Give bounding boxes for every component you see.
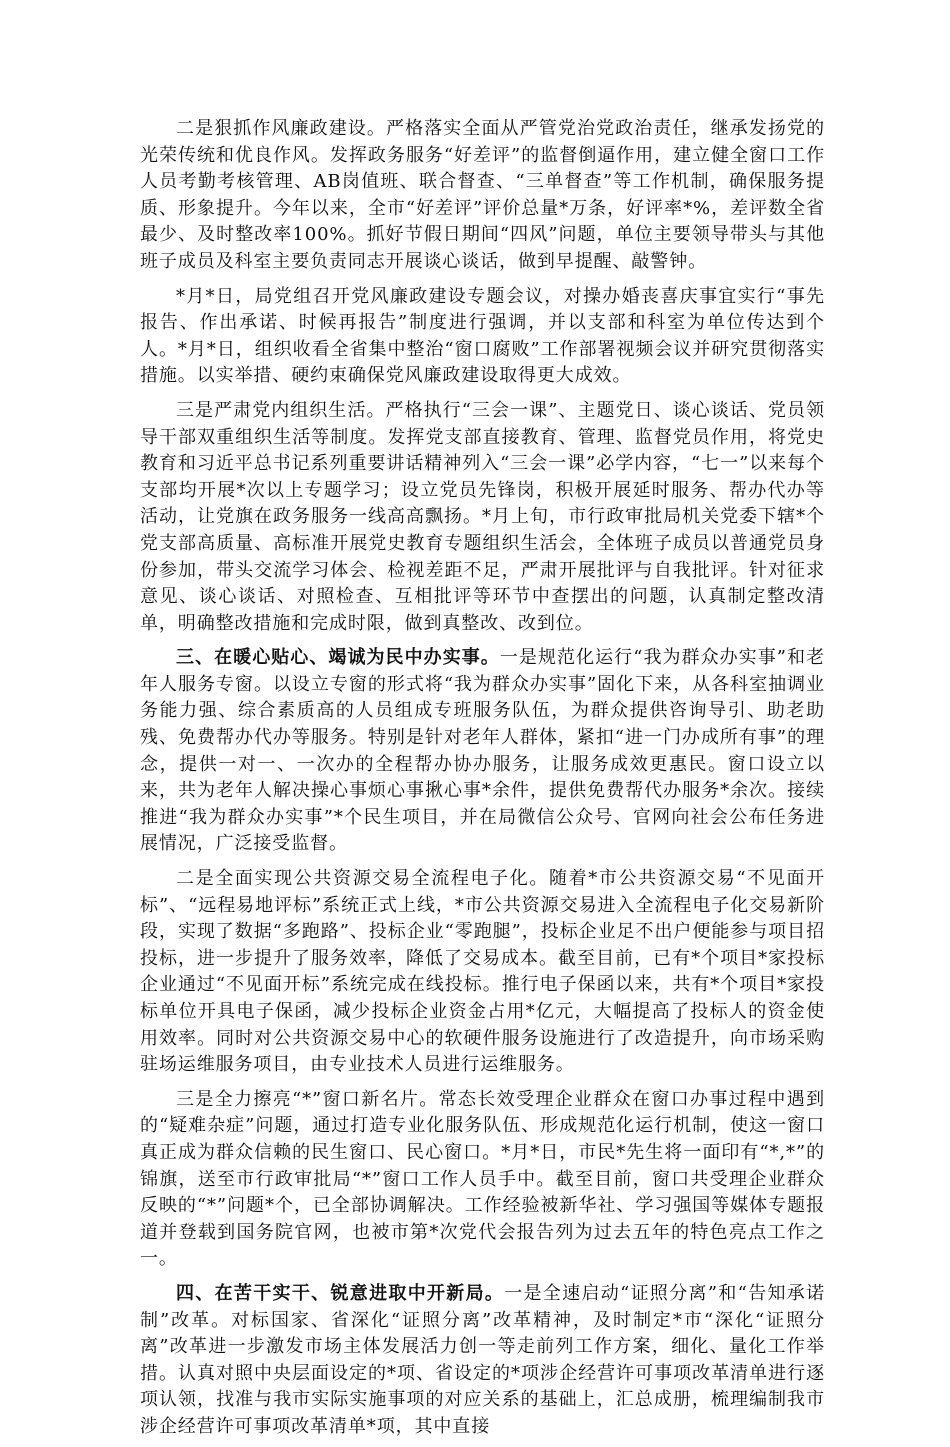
document-page [140, 116, 825, 1447]
paragraph-text: *月*日，局党组召开党风廉政建设专题会议，对操办婚丧喜庆事宜实行“事先报告、作出承诺、时候再报告”制度进行强调，并以支部和科室为单位传达到个人。*月*日，组织收看全省集中整治“窗口腐败”工作部署视频会议并研究贯彻落实措施。以实举措、硬约束确保党风廉政建设取得更大成效。 [140, 285, 825, 387]
section-heading: 三、在暖心贴心、竭诚为民中办实事。 [176, 647, 500, 669]
paragraph-party-life [140, 398, 825, 637]
section-three-paragraph [140, 645, 825, 858]
paragraph-public-resources [140, 866, 825, 1079]
paragraph-text: 三是严肃党内组织生活。严格执行“三会一课”、主题党日、谈心谈话、党员领导干部双重组织生活等制度。发挥党支部直接教育、管理、监督党员作用，将党史教育和习近平总书记系列重要讲话精神列入“三会一课”必学内容，“七一”以来每个支部均开展*次以上专题学习；设立党员先锋岗，积极开展延时服务、帮办代办等活动，让党旗在政务服务一线高高飘扬。*月上旬，市行政审批局机关党委下辖*个党支部高质量、高标准开展党史教育专题组织生活会，全体班子成员以普通党员身份参加，带头交流学习体会、检视差距不足，严肃开展批评与自我批评。针对征求意见、谈心谈话、对照检查、互相批评等环节中查摆出的问题，认真制定整改清单，明确整改措施和完成时限，做到真整改、改到位。 [140, 399, 825, 634]
paragraph-style-work [140, 116, 825, 276]
paragraph-text: 一是规范化运行“我为群众办实事”和老年人服务专窗。以设立专窗的形式将“我为群众办实事”固化下来，从各科室抽调业务能力强、综合素质高的人员组成专班服务队伍，为群众提供咨询导引、助老助残、免费帮办代办等服务。特别是针对老年人群体，紧扣“进一门办成所有事”的理念，提供一对一、一次办的全程帮办协办服务，让服务成效更惠民。窗口设立以来，共为老年人解决操心事烦心事揪心事*余件，提供免费帮代办服务*余次。接续推进“我为群众办实事”*个民生项目，并在局微信公众号、官网向社会公布任务进展情况，广泛接受监督。 [140, 647, 825, 855]
section-four-paragraph [140, 1281, 825, 1441]
paragraph-window-card [140, 1087, 825, 1273]
paragraph-text: 二是全面实现公共资源交易全流程电子化。随着*市公共资源交易“不见面开标”、“远程易地评标”系统正式上线，*市公共资源交易进入全流程电子化交易新阶段，实现了数据“多跑路”、投标企业“零跑腿”，投标企业足不出户便能参与项目招投标，进一步提升了服务效率，降低了交易成本。截至目前，已有*个项目*家投标企业通过“不见面开标”系统完成在线投标。推行电子保函以来，共有*个项目*家投标单位开具电子保函，减少投标企业资金占用*亿元，大幅提高了投标人的资金使用效率。同时对公共资源交易中心的软硬件服务设施进行了改造提升，向市场采购驻场运维服务项目，由专业技术人员进行运维服务。 [140, 868, 825, 1076]
paragraph-text: 二是狠抓作风廉政建设。严格落实全面从严管党治党政治责任，继承发扬党的光荣传统和优良作风。发挥政务服务“好差评”的监督倒逼作用，建立健全窗口工作人员考勤考核管理、AB岗值班、联合督查、“三单督查”等工作机制，确保服务提质、形象提升。今年以来，全市“好差评”评价总量*万条，好评率*%，差评数全省最少、及时整改率100%。抓好节假日期间“四风”问题，单位主要领导带头与其他班子成员及科室主要负责同志开展谈心谈话，做到早提醒、敲警钟。 [140, 118, 825, 272]
paragraph-text: 一是全速启动“证照分离”和“告知承诺制”改革。对标国家、省深化“证照分离”改革精神，及时制定*市“深化“证照分离”改革进一步激发市场主体发展活力创一等走前列工作方案，细化、量化工作举措。认真对照中央层面设定的*项、省设定的*项涉企经营许可事项改革清单进行逐项认领，找准与我市实际实施事项的对应关系的基础上，汇总成册，梳理编制我市涉企经营许可事项改革清单*项，其中直接 [140, 1282, 825, 1437]
section-heading: 四、在苦干实干、锐意进取中开新局。 [176, 1282, 505, 1304]
paragraph-party-meeting [140, 284, 825, 390]
paragraph-text: 三是全力擦亮“*”窗口新名片。常态长效受理企业群众在窗口办事过程中遇到的“疑难杂症”问题，通过打造专业化服务队伍、形成规范化运行机制，使这一窗口真正成为群众信赖的民生窗口、民心窗口。*月*日，市民*先生将一面印有“*,*”的锦旗，送至市行政审批局“*”窗口工作人员手中。截至目前，窗口共受理企业群众反映的“*”问题*个，已全部协调解决。工作经验被新华社、学习强国等媒体专题报道并登载到国务院官网，也被市第*次党代会报告列为过去五年的特色亮点工作之一。 [140, 1088, 825, 1270]
